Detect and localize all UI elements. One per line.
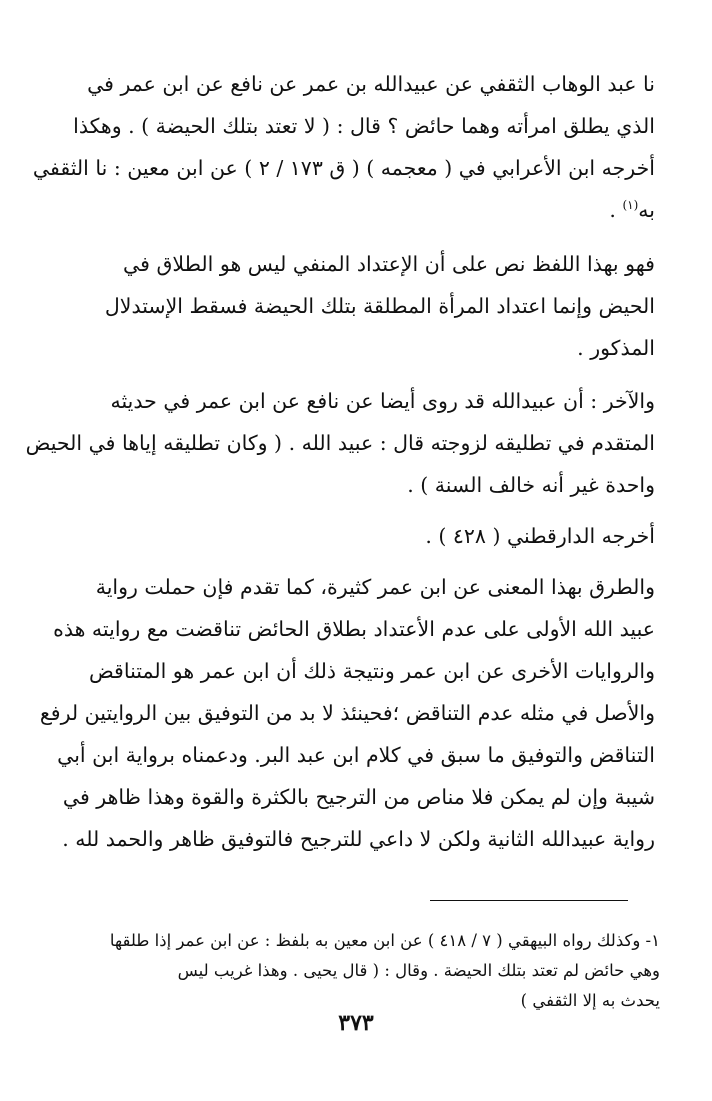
footnote-line-3: يحدث به إلا الثقفي ) [520, 991, 660, 1010]
paragraph-5-line-3: والروايات الأخرى عن ابن عمر ونتيجة ذلك أن ابن عمر هو المتناقض [88, 659, 655, 683]
paragraph-5 [39, 566, 655, 860]
paragraph-1-line-4-end: . [609, 198, 623, 222]
page-number: ٣٧٣ [338, 1010, 374, 1036]
paragraph-5-line-4: والأصل في مثله عدم التناقض ؛فحينئذ لا بد من التوفيق بين الروايتين لرفع [39, 701, 655, 725]
footnote-divider [430, 900, 628, 901]
paragraph-4 [60, 515, 655, 557]
paragraph-3-line-1: والآخر : أن عبيدالله قد روى أيضا عن نافع عن ابن عمر في حديثه [110, 389, 655, 413]
paragraph-3-line-2: المتقدم في تطليقه لزوجته قال : عبيد الله . ( وكان تطليقه إياها في الحيض [25, 431, 655, 455]
paragraph-5-line-6: شيبة وإن لم يمكن فلا مناص من الترجيح بالكثرة والقوة وهذا ظاهر في [62, 785, 655, 809]
paragraph-5-line-2: عبيد الله الأولى على عدم الأعتداد بطلاق الحائض تناقضت مع روايته هذه [53, 617, 655, 641]
paragraph-2-line-2: الحيض وإنما اعتداد المرأة المطلقة بتلك الحيضة فسقط الإستدلال [104, 294, 655, 318]
paragraph-5-line-7: رواية عبيدالله الثانية ولكن لا داعي للترجيح فالتوفيق ظاهر والحمد لله . [62, 827, 655, 851]
footnote-line-2: وهي حائض لم تعتد بتلك الحيضة . وقال : ( قال يحيى . وهذا غريب ليس [177, 961, 660, 980]
footnote-line-1: ١- وكذلك رواه البيهقي ( ٧ / ٤١٨ ) عن ابن معين به بلفظ : عن ابن عمر إذا طلقها [109, 931, 660, 950]
paragraph-2-line-3: المذكور . [577, 336, 655, 360]
paragraph-4-line-1: أخرجه الدارقطني ( ٤٢٨ ) . [425, 524, 655, 548]
paragraph-5-line-5: التناقض والتوفيق ما سبق في كلام ابن عبد البر. ودعمناه برواية ابن أبي [57, 743, 655, 767]
paragraph-2-line-1: فهو بهذا اللفظ نص على أن الإعتداد المنفي ليس هو الطلاق في [123, 252, 655, 276]
paragraph-3 [25, 380, 655, 506]
paragraph-1-line-1: نا عبد الوهاب الثقفي عن عبيدالله بن عمر عن نافع عن ابن عمر في [87, 72, 655, 96]
footnote [60, 926, 660, 1016]
paragraph-1-line-4 [60, 189, 655, 231]
paragraph-5-line-1: والطرق بهذا المعنى عن ابن عمر كثيرة، كما تقدم فإن حملت رواية [95, 575, 655, 599]
paragraph-1-line-2: الذي يطلق امرأته وهما حائض ؟ قال : ( لا تعتد بتلك الحيضة ) . وهكذا [73, 114, 655, 138]
paragraph-1-line-4-text: به [638, 198, 655, 222]
paragraph-2 [60, 243, 655, 369]
paragraph-3-line-3: واحدة غير أنه خالف السنة ) . [407, 473, 655, 497]
footnote-reference: (١) [622, 198, 639, 213]
paragraph-1-line-3: أخرجه ابن الأعرابي في ( معجمه ) ( ق ١٧٣ / ٢ ) عن ابن معين : نا الثقفي [32, 156, 655, 180]
paragraph-1 [32, 63, 655, 231]
